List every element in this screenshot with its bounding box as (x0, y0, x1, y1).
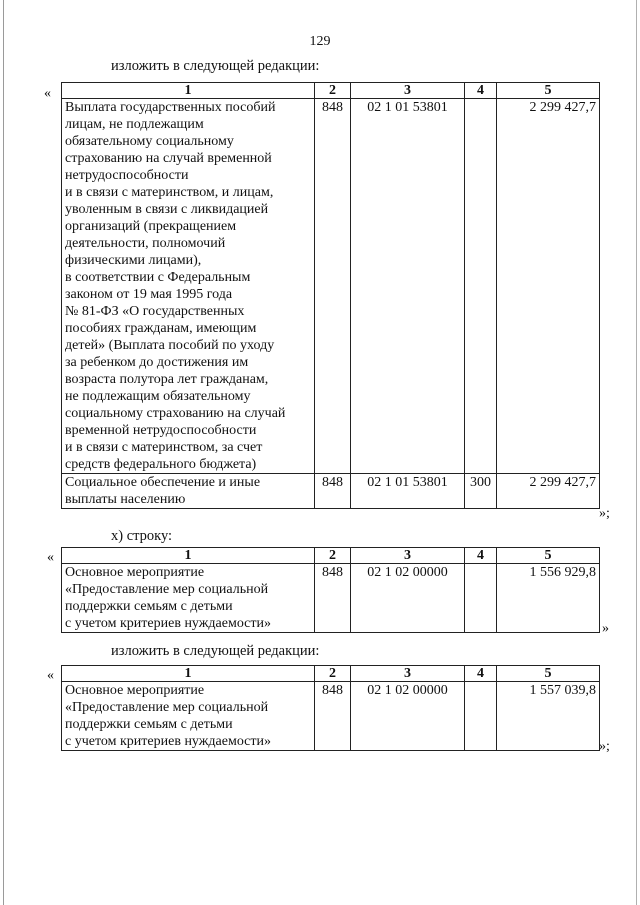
cell-ministry-code: 848 (315, 564, 351, 633)
section-2-table (61, 547, 600, 633)
section-1-close-quote: »; (599, 506, 610, 521)
name-line: возраста полутора лет гражданам, (65, 372, 269, 387)
table-header-row (62, 548, 600, 564)
name-line: выплаты населению (65, 492, 186, 507)
name-line: законом от 19 мая 1995 года (65, 287, 233, 302)
name-line: за ребенком до достижения им (65, 355, 249, 370)
section-2-close-quote: » (602, 621, 609, 636)
cell-expense-type: 300 (465, 474, 497, 509)
cell-amount: 1 556 929,8 (497, 564, 600, 633)
cell-ministry-code: 848 (315, 682, 351, 751)
table-row (62, 474, 600, 509)
col-header-2: 2 (315, 666, 351, 682)
name-line: поддержки семьям с детьми (65, 717, 233, 732)
section-2-intro: х) строку: (111, 528, 173, 544)
name-line: страхованию на случай временной (65, 151, 272, 166)
cell-ministry-code: 848 (315, 474, 351, 509)
row-name-cell (62, 564, 315, 633)
col-header-4: 4 (465, 666, 497, 682)
name-line: обязательному социальному (65, 134, 234, 149)
table-header-row (62, 666, 600, 682)
name-line: и в связи с материнством, за счет (65, 440, 263, 455)
page-number: 129 (309, 34, 331, 49)
table-row (62, 99, 600, 474)
name-line: нетрудоспособности (65, 168, 189, 183)
row-name-cell (62, 682, 315, 751)
section-3-open-quote: « (47, 668, 54, 683)
col-header-3: 3 (351, 666, 465, 682)
name-line: пособиях гражданам, имеющим (65, 321, 257, 336)
scan-edge-right (636, 0, 637, 905)
col-header-1: 1 (62, 83, 315, 99)
col-header-2: 2 (315, 83, 351, 99)
col-header-3: 3 (351, 83, 465, 99)
col-header-1: 1 (62, 666, 315, 682)
name-line: физическими лицами), (65, 253, 202, 268)
name-line: и в связи с материнством, и лицам, (65, 185, 274, 200)
row-name-cell (62, 474, 315, 509)
cell-ministry-code: 848 (315, 99, 351, 474)
name-line: детей» (Выплата пособий по уходу (65, 338, 275, 353)
table-row (62, 564, 600, 633)
col-header-4: 4 (465, 83, 497, 99)
name-line: деятельности, полномочий (65, 236, 226, 251)
col-header-4: 4 (465, 548, 497, 564)
cell-amount: 2 299 427,7 (497, 474, 600, 509)
name-line: Социальное обеспечение и иные (65, 475, 261, 490)
name-line: «Предоставление мер социальной (65, 700, 269, 715)
name-line: с учетом критериев нуждаемости» (65, 734, 272, 749)
name-line: в соответствии с Федеральным (65, 270, 251, 285)
section-2-open-quote: « (47, 550, 54, 565)
name-line: средств федерального бюджета) (65, 457, 257, 472)
name-line: Основное мероприятие (65, 565, 205, 580)
row-name-cell (62, 99, 315, 474)
name-line: Основное мероприятие (65, 683, 205, 698)
cell-expense-type (465, 564, 497, 633)
name-line: социальному страхованию на случай (65, 406, 286, 421)
cell-target-article: 02 1 02 00000 (351, 682, 465, 751)
cell-amount: 2 299 427,7 (497, 99, 600, 474)
cell-target-article: 02 1 01 53801 (351, 99, 465, 474)
name-line: поддержки семьям с детьми (65, 599, 233, 614)
scan-edge-left (3, 0, 4, 905)
table-header-row (62, 83, 600, 99)
col-header-5: 5 (497, 548, 600, 564)
name-line: временной нетрудоспособности (65, 423, 257, 438)
section-3-intro: изложить в следующей редакции: (111, 643, 320, 659)
cell-amount: 1 557 039,8 (497, 682, 600, 751)
col-header-5: 5 (497, 83, 600, 99)
section-1-open-quote: « (44, 86, 51, 101)
section-3-close-quote: »; (599, 739, 610, 754)
section-3-table (61, 665, 600, 751)
name-line: лицам, не подлежащим (65, 117, 204, 132)
name-line: не подлежащим обязательному (65, 389, 251, 404)
cell-expense-type (465, 682, 497, 751)
col-header-3: 3 (351, 548, 465, 564)
col-header-1: 1 (62, 548, 315, 564)
name-line: № 81-ФЗ «О государственных (65, 304, 245, 319)
section-1-table (61, 82, 600, 509)
cell-expense-type (465, 99, 497, 474)
name-line: с учетом критериев нуждаемости» (65, 616, 272, 631)
name-line: уволенным в связи с ликвидацией (65, 202, 269, 217)
name-line: Выплата государственных пособий (65, 100, 276, 115)
name-line: организаций (прекращением (65, 219, 237, 234)
col-header-2: 2 (315, 548, 351, 564)
name-line: «Предоставление мер социальной (65, 582, 269, 597)
cell-target-article: 02 1 01 53801 (351, 474, 465, 509)
col-header-5: 5 (497, 666, 600, 682)
cell-target-article: 02 1 02 00000 (351, 564, 465, 633)
table-row (62, 682, 600, 751)
section-1-intro: изложить в следующей редакции: (111, 58, 320, 74)
